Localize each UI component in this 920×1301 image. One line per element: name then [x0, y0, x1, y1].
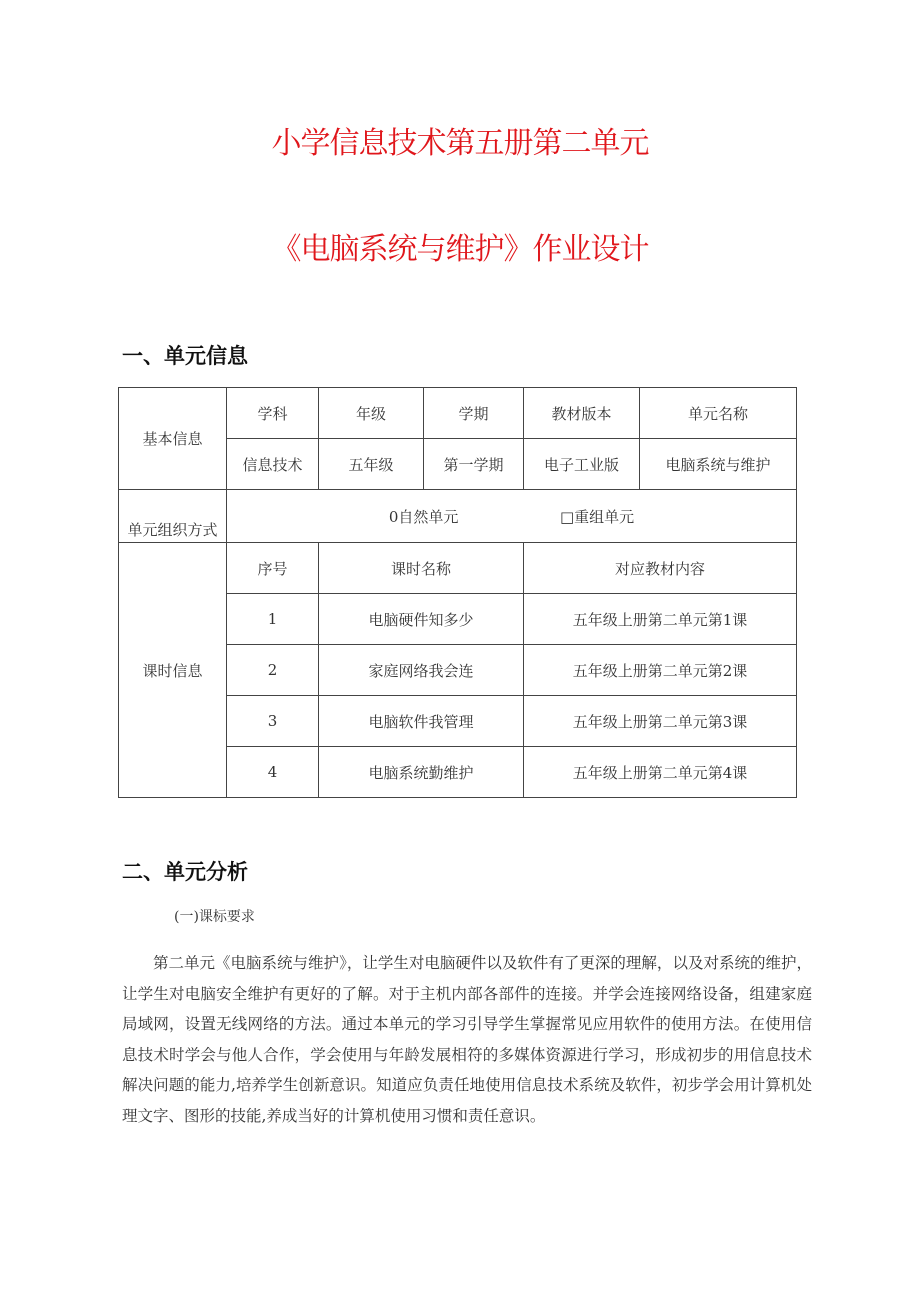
lesson-info-label: 课时信息 — [119, 543, 227, 798]
org-method-options — [227, 490, 797, 543]
lesson-no: 2 — [227, 645, 319, 696]
lesson-no: 3 — [227, 696, 319, 747]
header-edition: 教材版本 — [524, 388, 640, 439]
value-term: 第一学期 — [424, 439, 524, 490]
section-heading-unit-analysis: 二、单元分析 — [122, 860, 248, 884]
table-row — [119, 543, 797, 594]
header-unit-name: 单元名称 — [640, 388, 797, 439]
lesson-name: 电脑软件我管理 — [319, 696, 524, 747]
lesson-name: 电脑系统勤维护 — [319, 747, 524, 798]
document-title-line2: 《电脑系统与维护》作业设计 — [271, 232, 649, 267]
document-title-line1: 小学信息技术第五册第二单元 — [271, 126, 649, 161]
value-edition: 电子工业版 — [524, 439, 640, 490]
unit-info-table — [118, 387, 797, 798]
lesson-content: 五年级上册第二单元第1课 — [524, 594, 797, 645]
table-row — [119, 388, 797, 439]
section-heading-unit-info: 一、单元信息 — [122, 344, 248, 368]
header-term: 学期 — [424, 388, 524, 439]
org-method-label: 单元组织方式 — [119, 490, 227, 543]
lesson-no: 1 — [227, 594, 319, 645]
lesson-name: 电脑硬件知多少 — [319, 594, 524, 645]
value-subject: 信息技术 — [227, 439, 319, 490]
header-lesson-content: 对应教材内容 — [524, 543, 797, 594]
header-subject: 学科 — [227, 388, 319, 439]
subheading-curriculum-requirements: (一)课标要求 — [174, 909, 255, 925]
table-row — [119, 490, 797, 543]
lesson-content: 五年级上册第二单元第4课 — [524, 747, 797, 798]
lesson-content: 五年级上册第二单元第2课 — [524, 645, 797, 696]
basic-info-label: 基本信息 — [119, 388, 227, 490]
header-lesson-name: 课时名称 — [319, 543, 524, 594]
org-option-natural-unit: 0自然单元 — [388, 507, 459, 526]
lesson-content: 五年级上册第二单元第3课 — [524, 696, 797, 747]
body-paragraph: 第二单元《电脑系统与维护》，让学生对电脑硬件以及软件有了更深的理解，以及对系统的维护，让学生对电脑安全维护有更好的了解。对于主机内部各部件的连接。并学会连接网络设备，组建家庭局域网，设置无线网络的方法。通过本单元的学习引导学生掌握常见应用软件的使用方法。在使用信息技术时学会与他人合作，学会使用与年龄发展相符的多媒体资源进行学习，形成初步的用信息技术解决问题的能力,培养学生创新意识。知道应负责任地使用信息技术系统及软件，初步学会用计算机处理文字、图形的技能,养成当好的计算机使用习惯和责任意识。 — [122, 954, 812, 1125]
value-unit-name: 电脑系统与维护 — [640, 439, 797, 490]
lesson-no: 4 — [227, 747, 319, 798]
header-lesson-no: 序号 — [227, 543, 319, 594]
value-grade: 五年级 — [319, 439, 424, 490]
org-option-regrouped-unit: □重组单元 — [559, 507, 635, 526]
header-grade: 年级 — [319, 388, 424, 439]
lesson-name: 家庭网络我会连 — [319, 645, 524, 696]
